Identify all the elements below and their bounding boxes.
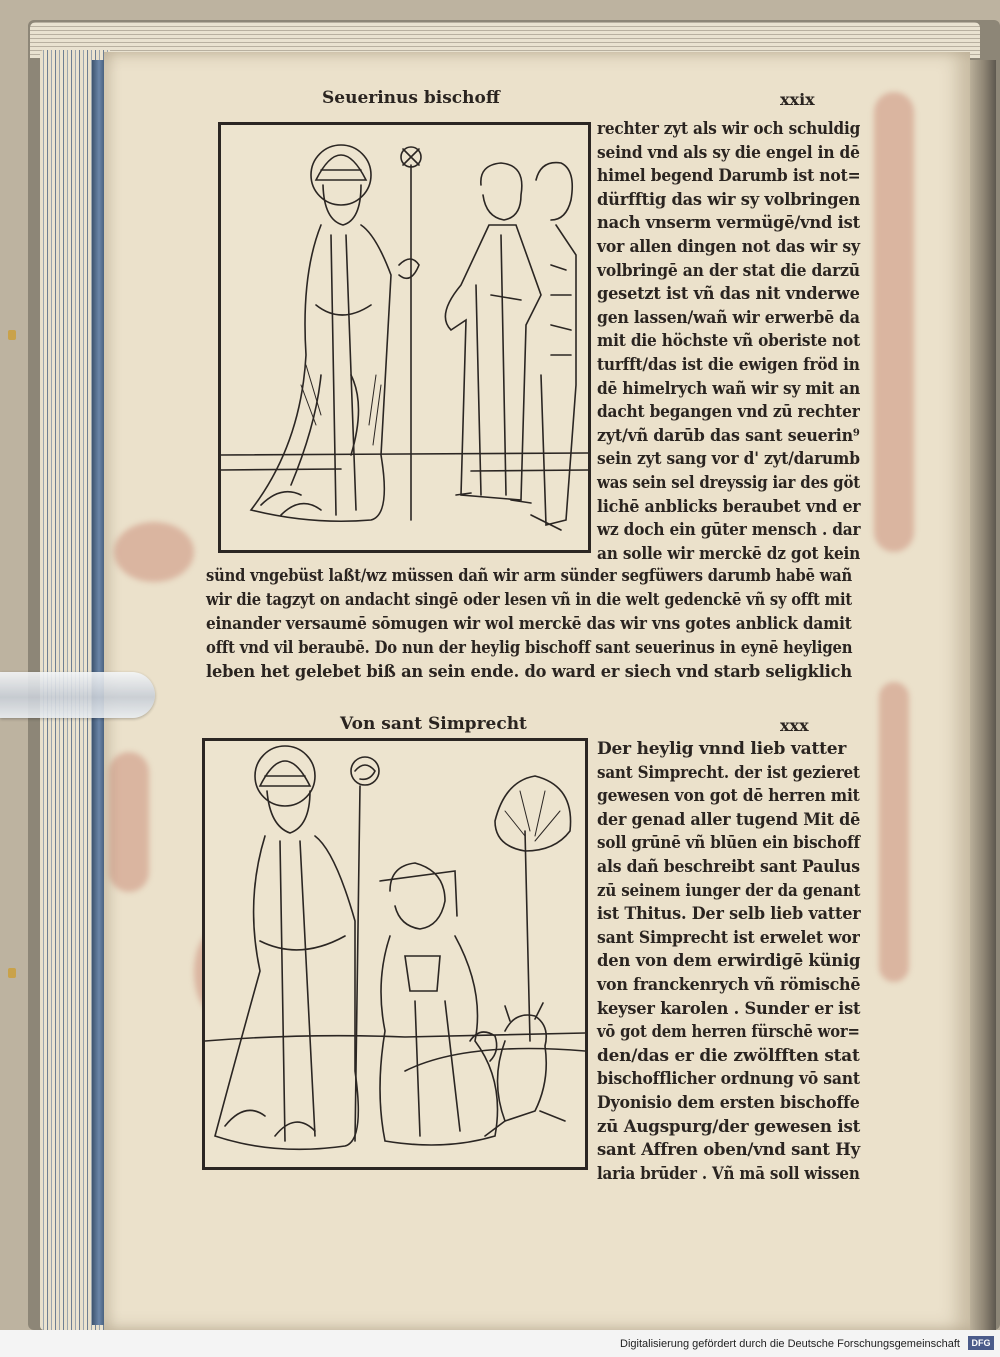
text-line: offt vnd vil beraubē. Do nun der heylig bischoff sant seuerinus in eynē heyligen bbox=[206, 638, 853, 658]
text-line: wz doch ein gūter mensch . dar bbox=[597, 520, 861, 541]
section-title: Von sant Simprecht bbox=[340, 714, 527, 734]
text-line: rechter zyt als wir och schuldig bbox=[597, 119, 861, 139]
stain bbox=[879, 682, 909, 982]
text-line: keyser karolen . Sunder er ist bbox=[597, 998, 861, 1019]
text-line: zū seinem iunger der da genant bbox=[597, 880, 861, 901]
text-line: lichē anblicks beraubet vnd er bbox=[597, 496, 861, 517]
text-line: nach vnserm vermügē/vnd ist bbox=[597, 213, 860, 234]
footer-bar bbox=[0, 1330, 1000, 1357]
bishop-with-kneeling-woman-drawing bbox=[205, 741, 585, 1167]
text-line: turfft/das ist die ewigen fröd in bbox=[597, 355, 860, 375]
text-line: Dyonisio dem ersten bischoffe bbox=[597, 1093, 860, 1113]
clasp-pin-icon bbox=[8, 968, 16, 978]
gutter-shadow bbox=[966, 60, 996, 1330]
bishop-with-youths-drawing bbox=[221, 125, 588, 550]
text-line: mit die höchste vñ oberiste not bbox=[597, 331, 860, 352]
text-line: was sein sel dreyssig iar des göt bbox=[597, 473, 860, 493]
text-line: sant Simprecht ist erwelet wor bbox=[597, 927, 860, 948]
text-line: gesetzt ist vñ das nit vnderwe bbox=[597, 284, 860, 305]
dfg-logo-icon: DFG bbox=[968, 1336, 994, 1350]
stain bbox=[109, 752, 149, 892]
text-line: sein zyt sang vor d' zyt/darumb bbox=[597, 449, 860, 470]
folio-number-2: xxx bbox=[780, 716, 809, 735]
text-line: einander versaumē sōmugen wir wol merckē das wir vns gotes anblick damit bbox=[206, 614, 852, 634]
text-line: von franckenrych vñ römischē bbox=[597, 975, 861, 995]
stain bbox=[114, 522, 194, 582]
clasp-pin-icon bbox=[8, 330, 16, 340]
text-line: dürfftig das wir sy volbringen bbox=[597, 189, 861, 210]
text-line: den/das er die zwölfften stat bbox=[597, 1045, 860, 1066]
text-line: laria brūder . Vñ mā soll wissen bbox=[597, 1163, 860, 1184]
stain bbox=[874, 92, 914, 552]
running-header: Seuerinus bischoff bbox=[322, 88, 500, 108]
text-line: an solle wir merckē dz got kein bbox=[597, 543, 861, 564]
text-line: sant Simprecht. der ist gezieret bbox=[597, 762, 860, 783]
text-line: vor allen dingen not das wir sy bbox=[597, 237, 860, 257]
text-line: zū Augspurg/der gewesen ist bbox=[597, 1116, 861, 1137]
page-holder-clip bbox=[0, 672, 155, 718]
funding-credit: Digitalisierung gefördert durch die Deutsche Forschungsgemeinschaft bbox=[620, 1338, 960, 1350]
text-line: gewesen von got dē herren mit bbox=[597, 786, 860, 807]
text-line: den von dem erwirdigē künig bbox=[597, 951, 861, 972]
text-line: als dañ beschreibt sant Paulus bbox=[597, 857, 860, 877]
text-line: volbringē an der stat die darzū bbox=[597, 260, 860, 281]
text-line: seind vnd als sy die engel in dē bbox=[597, 142, 860, 163]
text-line: wir die tagzyt on andacht singē oder lesen vñ in die welt gedenckē vñ sy offt mit bbox=[206, 590, 852, 610]
text-line: gen lassen/wañ wir erwerbē da bbox=[597, 307, 860, 328]
folio-number: xxix bbox=[780, 90, 815, 109]
text-line: dē himelrych wañ wir sy mit an bbox=[597, 378, 861, 399]
text-line: vō got dem herren fürschē wor= bbox=[597, 1022, 860, 1043]
woodcut-illustration-2 bbox=[202, 738, 588, 1170]
text-line: bischofflicher ordnung vō sant bbox=[597, 1069, 860, 1090]
text-line: der genad aller tugend Mit dē bbox=[597, 809, 861, 830]
text-line: Der heylig vnnd lieb vatter bbox=[597, 739, 847, 759]
text-line: sünd vngebüst laßt/wz müssen dañ wir arm sünder segfüwers darumb habē wañ bbox=[206, 566, 853, 586]
text-line: ist Thitus. Der selb lieb vatter bbox=[597, 904, 861, 925]
text-line: himel begend Darumb ist not= bbox=[597, 166, 861, 187]
text-line: zyt/vñ darūb das sant seuerin⁹ bbox=[597, 425, 860, 446]
woodcut-illustration-1 bbox=[218, 122, 591, 553]
text-line: dacht begangen vnd zū rechter bbox=[597, 402, 860, 423]
text-line: soll grūnē vñ blūen ein bischoff bbox=[597, 833, 860, 854]
text-line: sant Affren oben/vnd sant Hy bbox=[597, 1140, 860, 1161]
text-line: leben het gelebet biß an sein ende. do ward er siech vnd starb seligklich bbox=[206, 662, 852, 682]
